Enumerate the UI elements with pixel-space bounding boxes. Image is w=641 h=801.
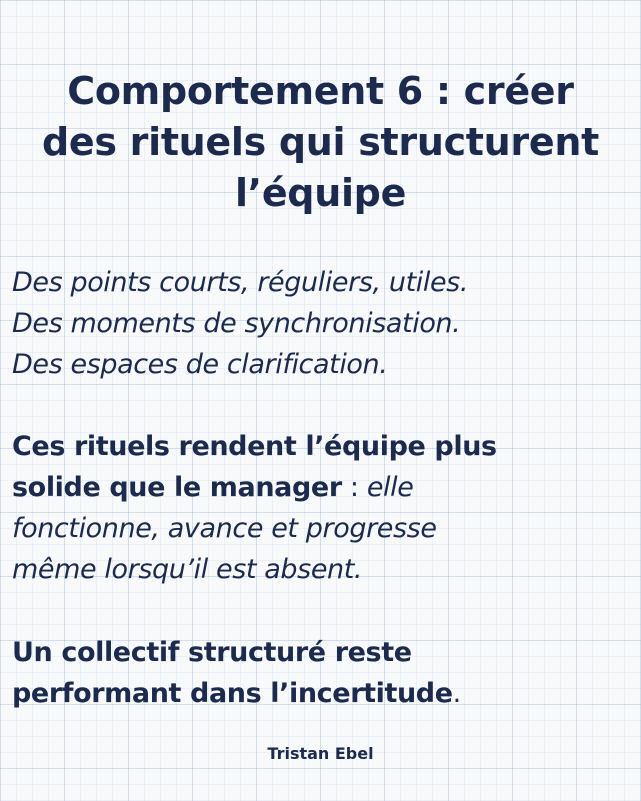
conclusion-line: performant dans l’incertitude: [12, 678, 453, 709]
rituals-mixed-line: [12, 467, 632, 508]
rituals-italic-line: même lorsqu’il est absent.: [12, 554, 363, 585]
intro-line: Des espaces de clarification.: [12, 349, 388, 380]
title-line: Comportement 6 : créer: [67, 69, 574, 113]
intro-paragraph: [12, 262, 632, 385]
conclusion-paragraph: [12, 632, 632, 714]
conclusion-period: .: [452, 678, 461, 709]
intro-line: Des moments de synchronisation.: [12, 308, 461, 339]
rituals-bold-line: Ces rituels rendent l’équipe plus: [12, 431, 497, 462]
title-line: l’équipe: [234, 171, 407, 215]
author-name: Tristan Ebel: [267, 744, 374, 763]
intro-line: Des points courts, réguliers, utiles.: [12, 267, 469, 298]
post-title: [14, 66, 627, 219]
conclusion-line: Un collectif structuré reste: [12, 637, 412, 668]
title-line: des rituels qui structurent: [42, 120, 599, 164]
rituals-italic-fragment: elle: [366, 472, 414, 503]
rituals-italic-line: fonctionne, avance et progresse: [12, 513, 437, 544]
rituals-bold-fragment: solide que le manager: [12, 472, 342, 503]
conclusion-line-wrapper: [12, 673, 632, 714]
rituals-paragraph: [12, 426, 632, 590]
rituals-separator: :: [341, 472, 367, 503]
